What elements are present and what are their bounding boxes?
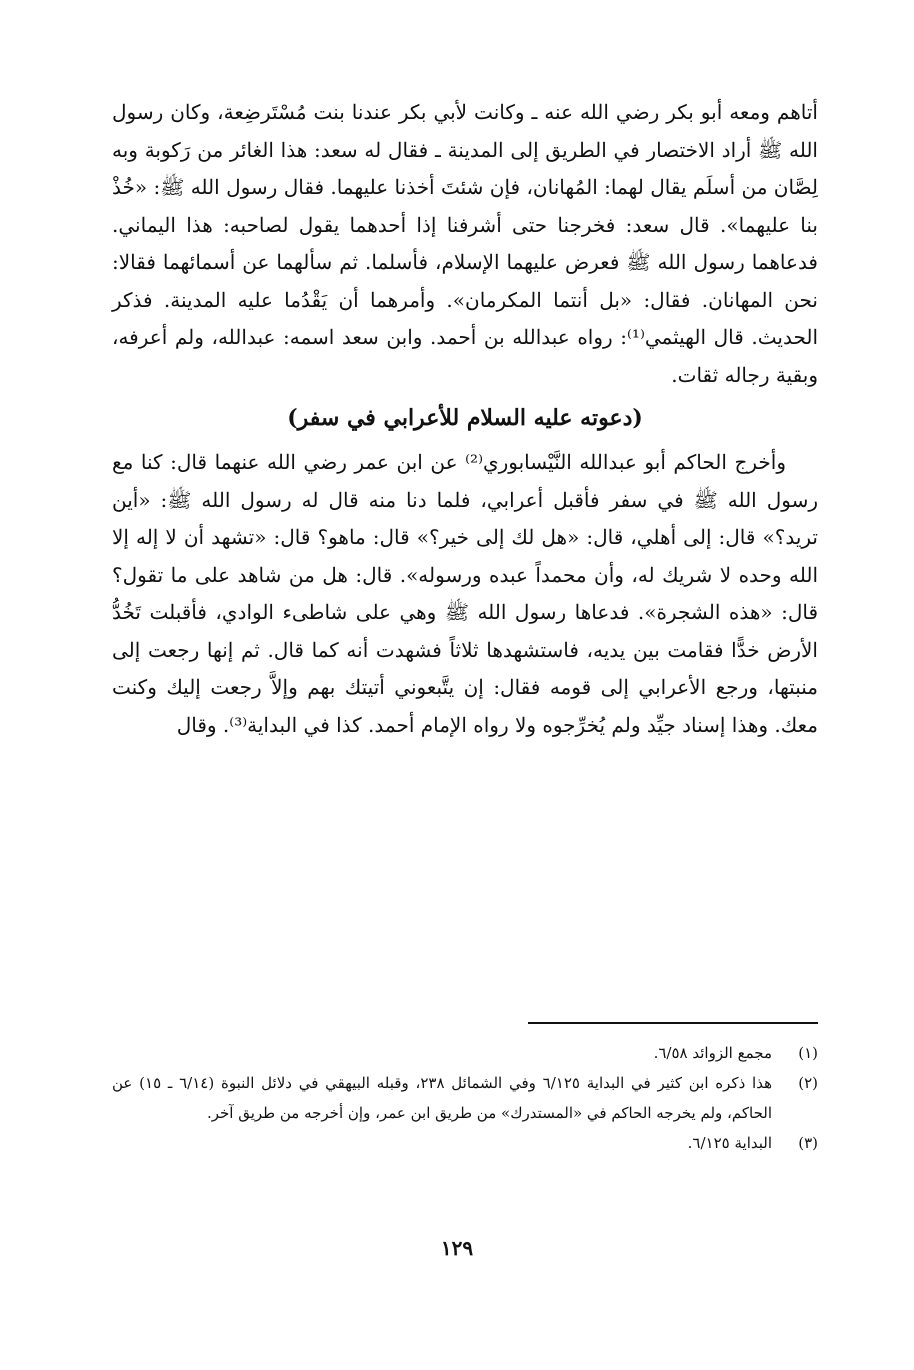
footnote-text: مجمع الزوائد ٦/٥٨. <box>653 1044 772 1062</box>
footnote-text: هذا ذكره ابن كثير في البداية ٦/١٢٥ وفي الشمائل ٢٣٨، وقبله البيهقي في دلائل النبوة (٦/١٤ ـ ١٥) عن الحاكم، ولم يخرجه الحاكم في «المستدرك» من طريق ابن عمر، وإن أخرجه من طريق آخر. <box>112 1074 772 1122</box>
footnotes <box>112 1038 818 1158</box>
section-heading: (دعوته عليه السلام للأعرابي في سفر) <box>287 405 643 431</box>
body-paragraph-2: وأخرج الحاكم أبو عبدالله النَّيْسابوري⁽²⁾ عن ابن عمر رضي الله عنهما قال: كنا مع رسول الله ﷺ في سفر فأقبل أعرابي، فلما دنا منه قال له رسول الله ﷺ: «أين تريد؟» قال: إلى أهلي، قال: «هل لك إلى خير؟» قال: ماهو؟ قال: «تشهد أن لا إله إلا الله وحده لا شريك له، وأن محمداً عبده ورسوله». قال: هل من شاهد على ما تقول؟ قال: «هذه الشجرة». فدعاها رسول الله ﷺ وهي على شاطىء الوادي، فأقبلت تَخُدُّ الأرض خدًّا فقامت بين يديه، فاستشهدها ثلاثاً فشهدت أنه كما قال. ثم إنها رجعت إلى منبتها، ورجع الأعرابي إلى قومه فقال: إن يتَّبعوني أتيتك بهم وإلاَّ رجعت إليك وكنت معك. وهذا إسناد جيِّد ولم يُخرِّجوه ولا رواه الإمام أحمد. كذا في البداية⁽³⁾. وقال <box>112 450 818 737</box>
page-number: ١٢٩ <box>440 1236 474 1260</box>
footnote-2 <box>112 1068 818 1128</box>
footnote-number: (٢) <box>798 1074 818 1092</box>
footnote-1 <box>112 1038 818 1068</box>
footnote-3 <box>112 1128 818 1158</box>
main-text <box>112 94 818 744</box>
footnote-text: البداية ٦/١٢٥. <box>687 1134 772 1152</box>
footnote-number: (١) <box>798 1044 818 1062</box>
body-paragraph-1: أتاهم ومعه أبو بكر رضي الله عنه ـ وكانت لأبي بكر عندنا بنت مُسْتَرضِعة، وكان رسول الله ﷺ أراد الاختصار في الطريق إلى المدينة ـ فقال له سعد: هذا الغائر من رَكوبة وبه لِصَّان من أسلَم يقال لهما: المُهانان، فإن شئتَ أخذنا عليهما. فقال رسول الله ﷺ: «خُذْ بنا عليهما». قال سعد: فخرجنا حتى أشرفنا إذا أحدهما يقول لصاحبه: هذا اليماني. فدعاهما رسول الله ﷺ فعرض عليهما الإسلام، فأسلما. ثم سألهما عن أسمائهما فقالا: نحن المهانان. فقال: «بل أنتما المكرمان». وأمرهما أن يَقْدُما عليه المدينة. فذكر الحديث. قال الهيثمي⁽¹⁾: رواه عبدالله بن أحمد. وابن سعد اسمه: عبدالله، ولم أعرفه، وبقية رجاله ثقات. <box>112 100 819 387</box>
footnote-separator <box>528 1022 818 1024</box>
footnote-number: (٣) <box>798 1134 818 1152</box>
